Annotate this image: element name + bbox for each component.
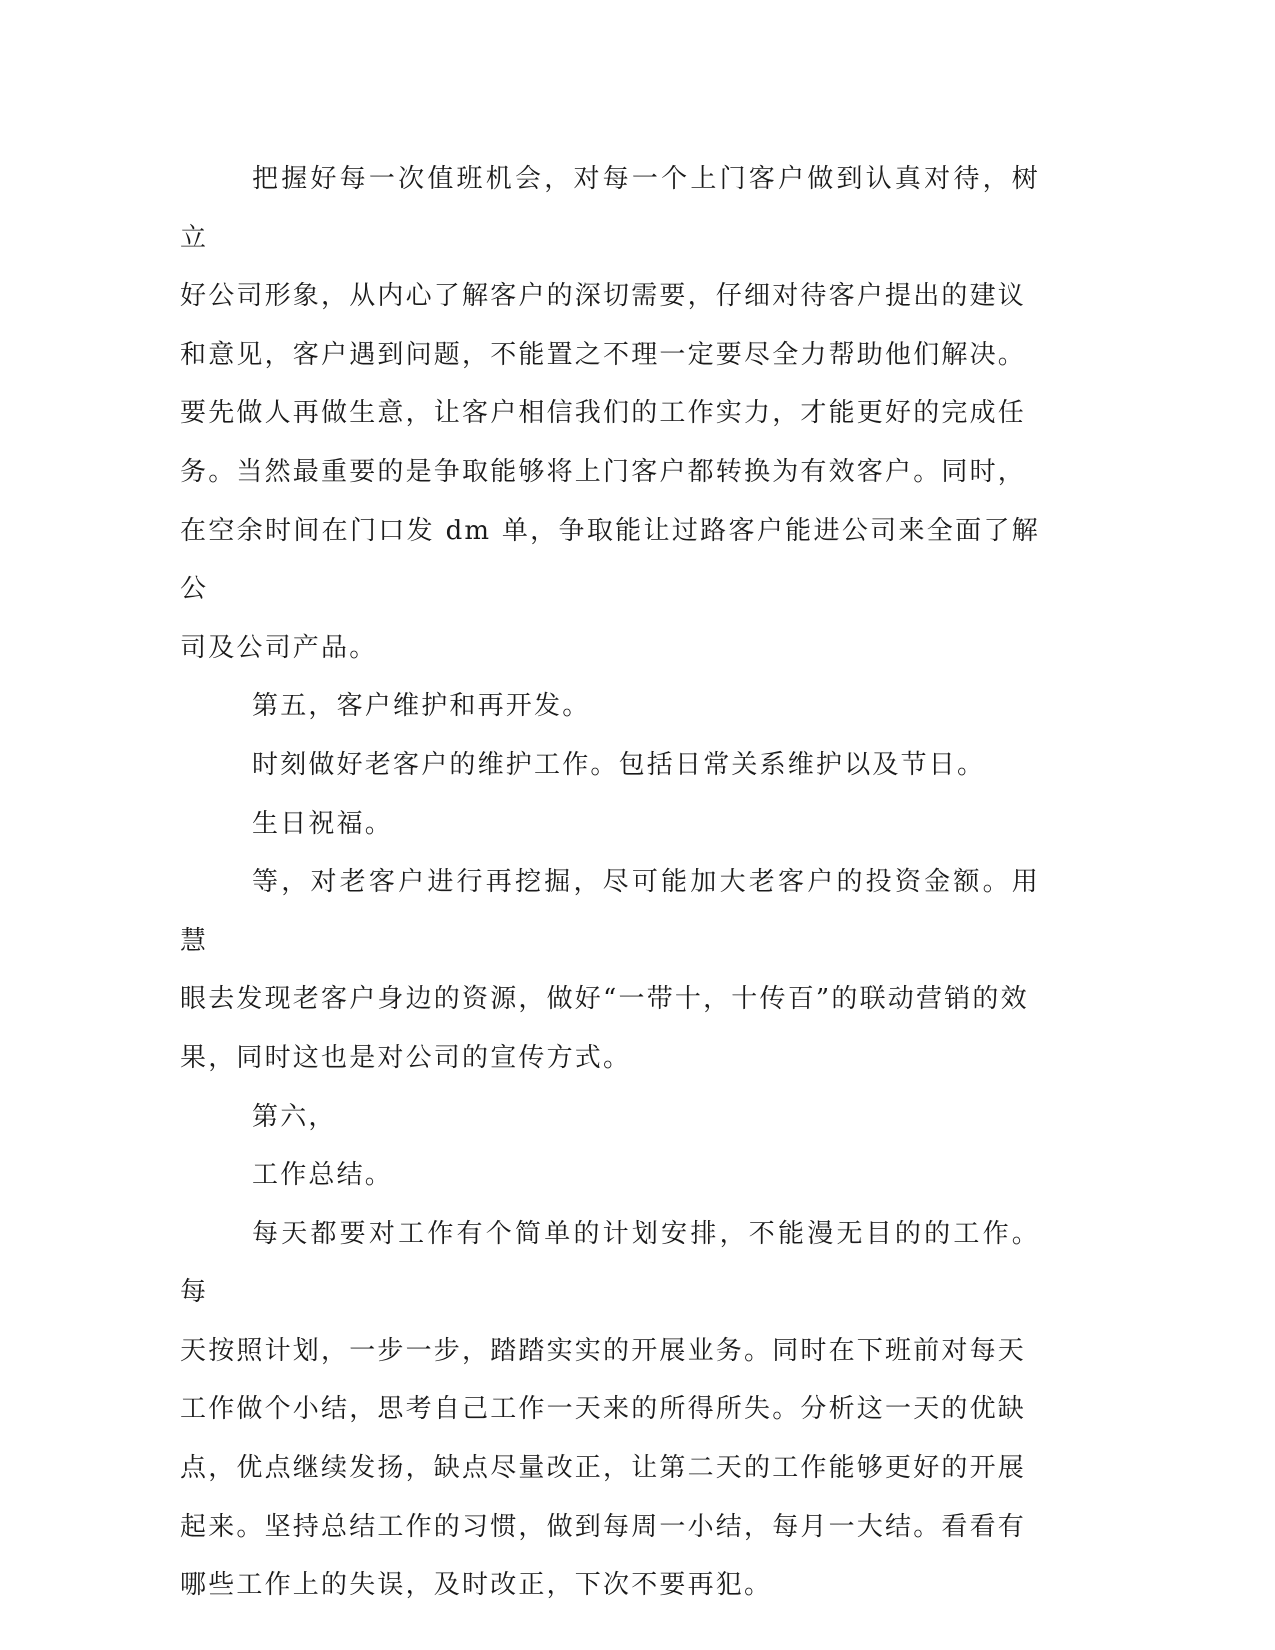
text-line: 眼去发现老客户身边的资源，做好“一带十，十传百”的联动营销的效 — [180, 984, 1029, 1015]
text-line: 和意见，客户遇到问题，不能置之不理一定要尽全力帮助他们解决。 — [180, 339, 1027, 370]
paragraph-client-maintenance — [180, 736, 1040, 795]
text-line: 好公司形象，从内心了解客户的深切需要，仔细对待客户提出的建议 — [180, 281, 1027, 312]
text-line: 司及公司产品。 — [180, 632, 378, 663]
text-line: 要先做人再做生意，让客户相信我们的工作实力，才能更好的完成任 — [180, 398, 1027, 429]
section-heading-sixth — [180, 1088, 1040, 1147]
text-line: 务。当然最重要的是争取能够将上门客户都转换为有效客户。同时， — [180, 456, 1027, 487]
text-line: 把握好每一次值班机会，对每一个上门客户做到认真对待，树立 — [180, 164, 1040, 253]
text-line: 起来。坚持总结工作的习惯，做到每周一小结，每月一大结。看看有 — [180, 1511, 1027, 1542]
text-line: 工作总结。 — [252, 1160, 394, 1191]
paragraph-duty-opportunity — [180, 150, 1040, 677]
section-heading-fifth — [180, 677, 1040, 736]
text-line: 第五，客户维护和再开发。 — [252, 691, 591, 722]
text-line: 哪些工作上的失误，及时改正，下次不要再犯。 — [180, 1570, 773, 1601]
text-line: 每天都要对工作有个简单的计划安排，不能漫无目的的工作。每 — [180, 1218, 1040, 1308]
text-line: 生日祝福。 — [252, 808, 394, 839]
text-line: 天按照计划，一步一步，踏踏实实的开展业务。同时在下班前对每天 — [180, 1335, 1027, 1366]
paragraph-client-mining — [180, 853, 1040, 1087]
text-line: 时刻做好老客户的维护工作。包括日常关系维护以及节日。 — [252, 749, 986, 780]
section-heading-work-summary — [180, 1146, 1040, 1205]
document-page — [180, 150, 1040, 1615]
text-line: 第六， — [252, 1101, 337, 1132]
paragraph-daily-planning — [180, 1205, 1040, 1615]
text-line: 点，优点继续发扬，缺点尽量改正，让第二天的工作能够更好的开展 — [180, 1453, 1027, 1484]
text-line: 果，同时这也是对公司的宣传方式。 — [180, 1042, 632, 1073]
text-line: 在空余时间在门口发 dm 单，争取能让过路客户能进公司来全面了解公 — [180, 515, 1040, 605]
paragraph-birthday-wishes — [180, 795, 1040, 854]
text-line: 等，对老客户进行再挖掘，尽可能加大老客户的投资金额。用慧 — [180, 867, 1040, 956]
text-line: 工作做个小结，思考自己工作一天来的所得所失。分析这一天的优缺 — [180, 1394, 1027, 1425]
